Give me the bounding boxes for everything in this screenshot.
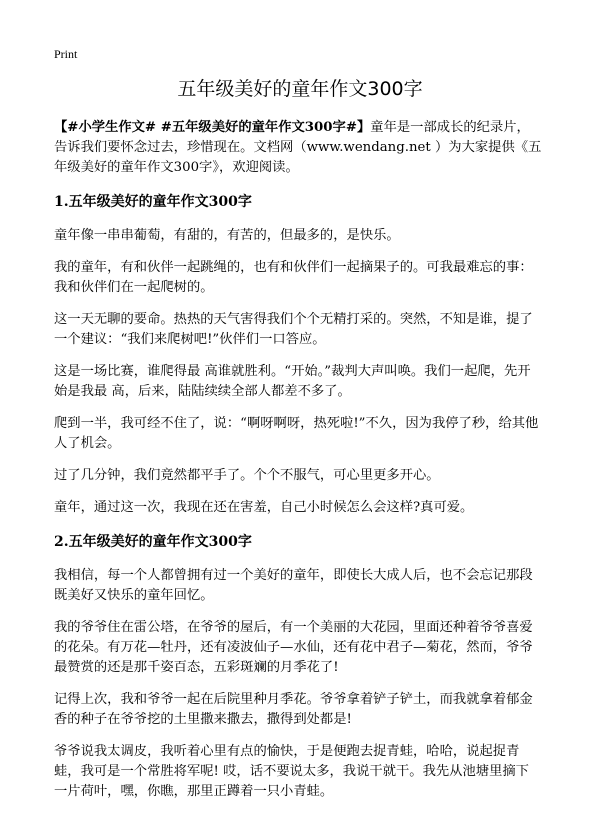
paragraph: 童年像一串串葡萄，有甜的，有苦的，但最多的，是快乐。: [54, 228, 400, 243]
section-heading: 2.五年级美好的童年作文300字: [54, 534, 252, 550]
paragraph: 我的爷爷住在雷公塔，在爷爷的屋后，有一个美丽的大花园，里面还种着爷爷喜爱的花朵。有万花—牡丹，还有凌波仙子—水仙，还有花中君子—菊花，然而，爷爷最赞赏的还是那千姿百态，五彩斑斓的月季花了!: [54, 620, 533, 675]
paragraph: 这一天无聊的要命。热热的天气害得我们个个无精打采的。突然，不知是谁，提了一个建议：“我们来爬树吧!”伙伴们一口答应。: [54, 312, 533, 347]
page-title: 五年级美好的童年作文300字: [177, 78, 423, 100]
paragraph: 爷爷说我太调皮，我听着心里有点的愉快，于是便跑去捉青蛙，哈哈，说起捉青蛙，我可是一个常胜将军呢! 哎，话不要说太多，我说干就干。我先从池塘里摘下一片荷叶，嘿，你瞧，那里正蹲着一只小青蛙。: [54, 744, 529, 799]
paragraph: 过了几分钟，我们竟然都平手了。个个不服气，可心里更多开心。: [54, 468, 440, 483]
paragraph: 这是一场比赛，谁爬得最 高谁就胜利。“开始。”裁判大声叫唤。我们一起爬，先开始是我最 高，后来，陆陆续续全部人都差不多了。: [54, 364, 531, 399]
paragraph: 爬到一半，我可经不住了，说：“啊呀啊呀，热死啦!”不久，因为我停了秒，给其他人了机会。: [54, 416, 539, 451]
paragraph: 童年，通过这一次，我现在还在害羞，自己小时候怎么会这样?真可爱。: [54, 500, 474, 515]
paragraph: 我相信，每一个人都曾拥有过一个美好的童年，即使长大成人后，也不会忘记那段既美好又快乐的童年回忆。: [54, 568, 533, 603]
intro-paragraph: [54, 118, 542, 178]
intro-tag: 【#小学生作文# #五年级美好的童年作文300字#】: [54, 120, 371, 135]
intro-text: 童年是一部成长的纪录片，告诉我们要怀念过去，珍惜现在。文档网（www.wendang.net ）为大家提供《五年级美好的童年作文300字》，欢迎阅读。: [54, 120, 542, 175]
print-label: Print: [54, 47, 78, 61]
paragraph: 记得上次，我和爷爷一起在后院里种月季花。爷爷拿着铲子铲土，而我就拿着郁金香的种子在爷爷挖的土里撒来撒去，撒得到处都是!: [54, 692, 533, 727]
paragraph: 我的童年，有和伙伴一起跳绳的，也有和伙伴们一起摘果子的。可我最难忘的事：我和伙伴们在一起爬树的。: [54, 260, 533, 295]
document-body: [54, 118, 542, 814]
section-heading: 1.五年级美好的童年作文300字: [54, 194, 252, 210]
